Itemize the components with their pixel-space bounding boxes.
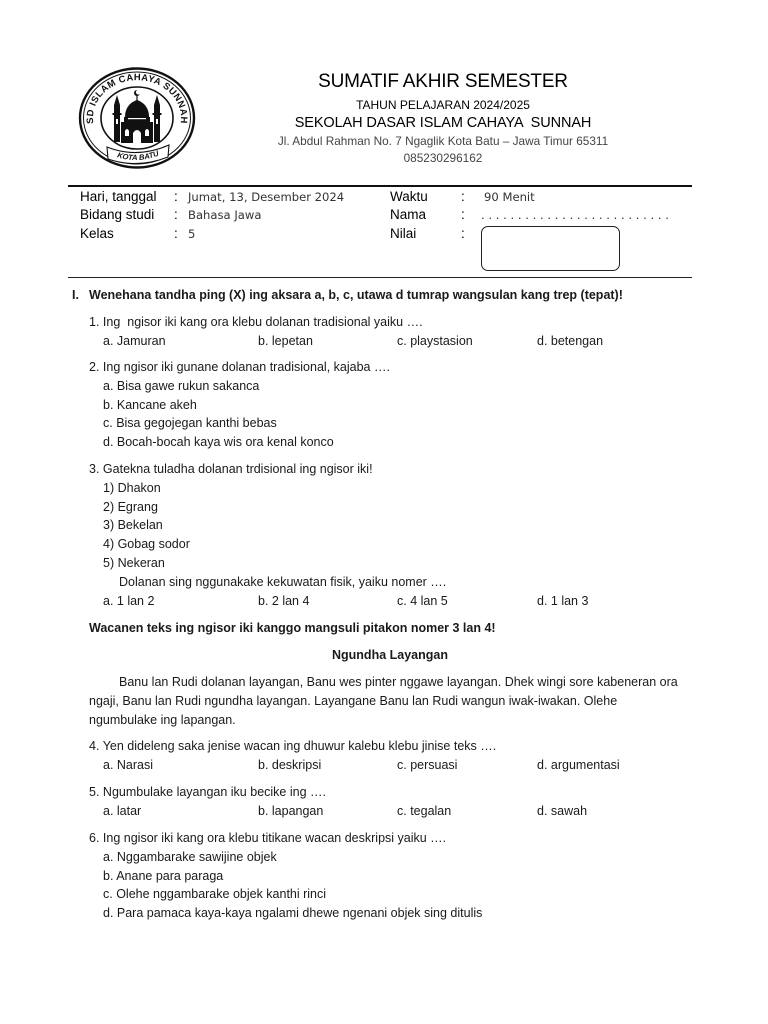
name-label: Nama — [390, 207, 427, 222]
option-a: a. latar — [103, 803, 142, 818]
option-d: d. argumentasi — [537, 757, 620, 772]
passage-line: Banu lan Rudi dolanan layangan, Banu wes pinter nggawe layangan. Dhek wingi sore kabeneran ora — [119, 675, 678, 689]
day-date-label: Hari, tanggal — [80, 189, 157, 204]
option-d: d. Para pamaca kaya-kaya ngalami dhewe ngenani objek sing ditulis — [103, 906, 483, 921]
day-date-value: Jumat, 13, Desember 2024 — [188, 190, 345, 204]
school-logo — [78, 67, 196, 169]
reading-passage — [0, 673, 768, 729]
name-colon: : — [461, 207, 465, 222]
subject-colon: : — [174, 207, 178, 222]
question-text: Ing ngisor iki gunane dolanan tradisional, kajaba …. — [102, 360, 390, 374]
option-b: b. 2 lan 4 — [258, 593, 310, 608]
question-number: 4. — [89, 739, 100, 753]
exam-title: SUMATIF AKHIR SEMESTER — [318, 71, 568, 92]
school-address: Jl. Abdul Rahman No. 7 Ngaglik Kota Batu – Jawa Timur 65311 — [277, 134, 609, 148]
mosque-icon — [113, 90, 162, 143]
header-divider-bottom — [68, 277, 692, 278]
question-prompt: Dolanan sing nggunakake kekuwatan fisik, yaiku nomer …. — [119, 574, 447, 589]
option-b: b. lapangan — [258, 803, 324, 818]
options-row — [0, 802, 768, 821]
school-name: SEKOLAH DASAR ISLAM CAHAYA SUNNAH — [294, 115, 592, 131]
list-item: 5) Nekeran — [103, 555, 165, 570]
list-item: 3) Bekelan — [103, 518, 163, 533]
subject-value: Bahasa Jawa — [188, 208, 262, 222]
class-colon: : — [174, 226, 178, 241]
logo-arc-text: SD ISLAM CAHAYA SUNNAH — [83, 71, 191, 125]
options-row — [0, 756, 768, 775]
list-item: 2) Egrang — [103, 499, 158, 514]
question-number: 3. — [89, 462, 100, 476]
options-row — [0, 592, 768, 611]
academic-year: TAHUN PELAJARAN 2024/2025 — [356, 98, 530, 112]
school-logo-emblem — [78, 67, 196, 169]
question-text: Ngumbulake layangan iku becike ing …. — [102, 785, 326, 799]
list-item: 4) Gobag sodor — [103, 537, 190, 552]
passage-line: ngaji, Banu lan Rudi ngundha layangan. Layangane Banu lan Rudi wangun iwak-iwakan. Olehe — [89, 693, 618, 708]
question-3 — [0, 460, 768, 610]
reading-instruction-block — [0, 619, 768, 638]
option-a: a. Narasi — [103, 757, 154, 772]
option-c: c. Bisa gegojegan kanthi bebas — [103, 416, 277, 431]
option-c: c. persuasi — [397, 757, 458, 772]
option-c: c. 4 lan 5 — [397, 593, 448, 608]
time-colon: : — [461, 189, 465, 204]
option-a: a. Nggambarake sawijine objek — [103, 849, 277, 864]
question-5 — [0, 783, 768, 821]
class-label: Kelas — [80, 226, 114, 241]
option-d: d. 1 lan 3 — [537, 593, 589, 608]
reading-instruction: Wacanen teks ing ngisor iki kanggo mangsuli pitakon nomer 3 lan 4! — [89, 621, 496, 635]
header-divider-top — [68, 185, 692, 187]
option-c: c. playstasion — [397, 333, 473, 348]
list-item: 1) Dhakon — [103, 480, 161, 495]
question-number: 1. — [89, 315, 100, 329]
section-1-heading — [0, 286, 768, 305]
score-colon: : — [461, 226, 465, 241]
option-c: c. Olehe nggambarake objek kanthi rinci — [103, 887, 327, 902]
option-b: b. Kancane akeh — [103, 397, 197, 412]
time-value: 90 Menit — [484, 190, 535, 204]
option-b: b. Anane para paraga — [103, 868, 224, 883]
option-a: a. Bisa gawe rukun sakanca — [103, 378, 260, 393]
option-c: c. tegalan — [397, 803, 452, 818]
question-2 — [0, 358, 768, 452]
question-number: 2. — [89, 360, 100, 374]
options-row — [0, 332, 768, 351]
question-number: 5. — [89, 785, 100, 799]
option-b: b. lepetan — [258, 333, 313, 348]
option-a: a. 1 lan 2 — [103, 593, 155, 608]
question-text: Ing ngisor iki kang ora klebu dolanan tradisional yaiku …. — [102, 315, 423, 329]
question-number: 6. — [89, 831, 100, 845]
question-4 — [0, 737, 768, 775]
section-instruction: Wenehana tandha ping (X) ing aksara a, b, c, utawa d tumrap wangsulan kang trep (tepat)! — [89, 288, 623, 302]
question-text: Yen dideleng saka jenise wacan ing dhuwur kalebu klebu jinise teks …. — [102, 739, 497, 753]
reading-title: Ngundha Layangan — [332, 648, 448, 662]
option-b: b. deskripsi — [258, 757, 322, 772]
score-label: Nilai — [390, 226, 417, 241]
option-d: d. sawah — [537, 803, 588, 818]
option-d: d. Bocah-bocah kaya wis ora kenal konco — [103, 435, 334, 450]
section-number: I. — [72, 288, 79, 302]
subject-label: Bidang studi — [80, 207, 155, 222]
school-phone: 085230296162 — [403, 151, 483, 165]
question-text: Gatekna tuladha dolanan trdisional ing ngisor iki! — [102, 462, 373, 476]
name-dotted-line: . . . . . . . . . . . . . . . . . . . . . . . . . . — [481, 208, 669, 222]
time-label: Waktu — [390, 189, 428, 204]
option-a: a. Jamuran — [103, 333, 166, 348]
question-6 — [0, 829, 768, 923]
class-value: 5 — [188, 227, 196, 241]
option-d: d. betengan — [537, 333, 604, 348]
question-1 — [0, 313, 768, 351]
day-date-colon: : — [174, 189, 178, 204]
passage-line: ngumbulake ing lapangan. — [89, 712, 236, 727]
question-text: Ing ngisor iki kang ora klebu titikane wacan deskripsi yaiku …. — [102, 831, 447, 845]
logo-ribbon-text: KOTA BATU — [116, 148, 160, 163]
score-box — [481, 226, 620, 271]
